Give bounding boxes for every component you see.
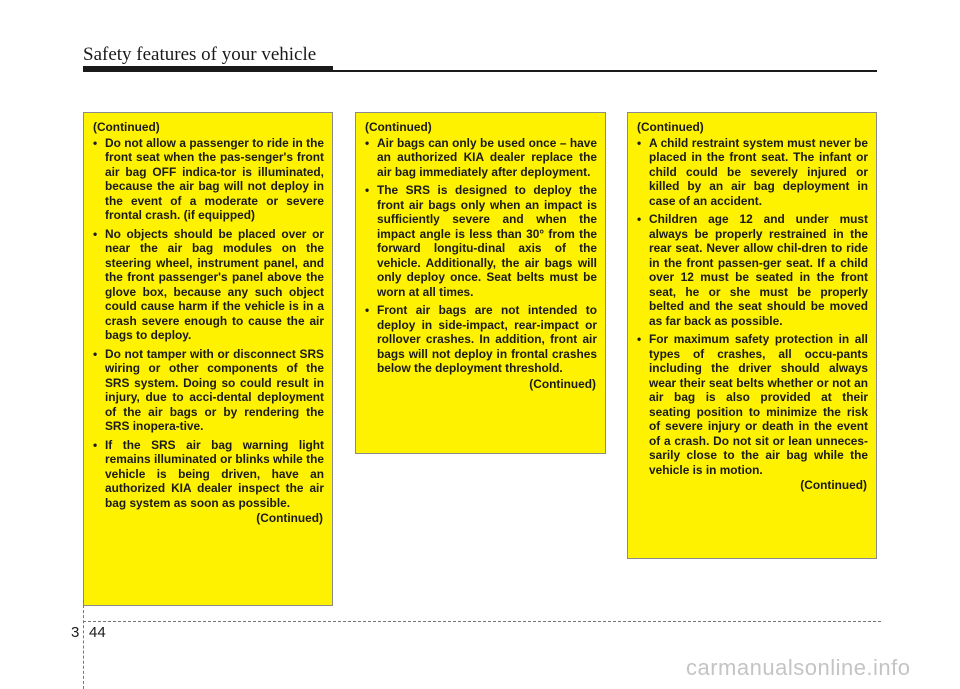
list-item-text: No objects should be placed over or near the air bag modules on the steering wheel, instrument panel, and the front passenger's panel above the glove box, because any such object could cause harm if the vehicle is in a crash severe enough to cause the air bags to deploy. <box>105 226 324 342</box>
list-item-text: Air bags can only be used once – have an authorized KIA dealer replace the air bag immediately after deployment. <box>377 135 597 179</box>
bullet-icon: • <box>637 135 642 150</box>
bullet-icon: • <box>93 226 98 241</box>
continued-top-label: (Continued) <box>365 120 432 134</box>
bullet-icon: • <box>365 303 370 317</box>
continued-bottom-label: (Continued) <box>529 376 596 391</box>
list-item-text: If the SRS air bag warning light remains illuminated or blinks while the vehicle is being driven, have an authorized KIA dealer inspect the air bag system as soon as possible. <box>105 437 324 510</box>
footer-divider <box>83 600 84 689</box>
bullet-icon: • <box>365 135 370 150</box>
list-item-text: For maximum safety protection in all types of crashes, all occu-pants including the driver should always wear their seat belts whether or not an air bag is also provided at their seating position to minimize the risk of severe injury or death in the event of a crash. Do not sit or lean unneces-sarily close to the air bag while the vehicle is in motion. <box>649 332 868 477</box>
bullet-icon: • <box>93 437 98 452</box>
list-item <box>93 347 324 434</box>
list-item-text: Children age 12 and under must always be properly restrained in the rear seat. Never allow chil-dren to ride in the front passen-ger seat. If a child over 12 must be seated in the front seat, he or she must be properly belted and the seat should be moved as far back as possible. <box>649 212 868 328</box>
continued-bottom-label: (Continued) <box>800 478 867 492</box>
list-item <box>637 332 868 477</box>
list-item-text: A child restraint system must never be placed in the front seat. The infant or child could be severely injured or killed by an air bag deployment in case of an accident. <box>649 135 868 208</box>
continued-bottom-label: (Continued) <box>256 511 323 525</box>
bullet-icon: • <box>93 346 98 361</box>
watermark: carmanualsonline.info <box>686 655 911 680</box>
warning-list <box>93 136 324 511</box>
warning-list <box>365 136 597 376</box>
page-number: 44 <box>89 624 106 641</box>
list-item <box>93 227 324 343</box>
warning-box-left <box>83 112 333 606</box>
list-item-text: Front air bags are not intended to deploy in side-impact, rear-impact or rollover crashes. In addition, front air bags will not deploy in frontal crashes below the deployment threshold. <box>377 303 597 375</box>
warning-box-right <box>627 112 877 559</box>
chapter-number: 3 <box>71 624 80 641</box>
continued-top-label: (Continued) <box>637 120 704 134</box>
list-item <box>637 136 868 209</box>
list-item <box>365 136 597 180</box>
warning-list <box>637 136 868 478</box>
list-item-text: Do not allow a passenger to ride in the front seat when the pas-senger's front air bag OFF indica-tor is illuminated, because the air bag will not deploy in the event of a moderate or severe frontal crash. (if equipped) <box>105 135 324 222</box>
bullet-icon: • <box>637 212 642 226</box>
footer-rule <box>83 621 881 622</box>
list-item-text: The SRS is designed to deploy the front air bags only when an impact is sufficiently severe and when the impact angle is less than 30° from the forward longitu-dinal axis of the vehicle. Additionally, the air bags will only deploy once. Seat belts must be worn at all times. <box>377 183 597 299</box>
bullet-icon: • <box>93 135 98 150</box>
header-rule-thin <box>83 70 877 72</box>
bullet-icon: • <box>365 183 370 197</box>
header-title: Safety features of your vehicle <box>83 44 317 65</box>
warning-box-middle <box>355 112 606 454</box>
list-item <box>365 303 597 376</box>
list-item-text: Do not tamper with or disconnect SRS wiring or other components of the SRS system. Doing so could result in injury, due to acci-dental deployment of the air bags or by rendering the SRS inopera-tive. <box>105 346 324 433</box>
list-item <box>93 438 324 511</box>
continued-top-label: (Continued) <box>93 120 160 134</box>
bullet-icon: • <box>637 332 642 346</box>
list-item <box>93 136 324 223</box>
list-item <box>637 212 868 328</box>
list-item <box>365 183 597 299</box>
